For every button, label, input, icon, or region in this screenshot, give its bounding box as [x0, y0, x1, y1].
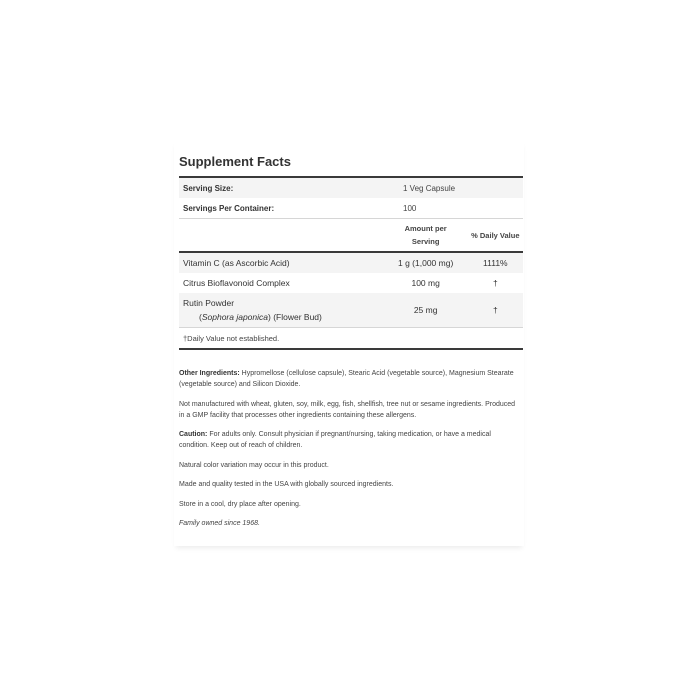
- daily-value-footnote: †Daily Value not established.: [183, 333, 280, 343]
- other-ingredients-text: Hypromellose (cellulose capsule), Stearic Acid (vegetable source), Magnesium Stearate (vegetable source) and Silicon Dioxide.: [179, 370, 514, 388]
- color-variation-note: Natural color variation may occur in this product.: [179, 461, 329, 469]
- storage-note: Store in a cool, dry place after opening.: [179, 500, 301, 508]
- ingredient-daily-value: †: [492, 278, 498, 288]
- servings-per-container-label: Servings Per Container:: [183, 203, 275, 213]
- other-ingredients-note: [179, 368, 519, 390]
- serving-size-row: [179, 178, 523, 198]
- supplement-facts-title: Supplement Facts: [179, 154, 291, 169]
- header-amount-per-serving: [384, 222, 468, 248]
- ingredient-daily-value: 1111%: [483, 258, 508, 268]
- sub-name-botanical: Sophora japonica: [201, 312, 269, 322]
- supplement-facts-table: [179, 176, 523, 350]
- ingredient-name-block: [179, 296, 384, 324]
- other-ingredients-label: Other Ingredients:: [179, 370, 240, 377]
- sub-name-close: ) (Flower Bud): [268, 312, 322, 322]
- servings-per-container-value: 100: [403, 203, 417, 213]
- ingredient-amount: 25 mg: [413, 304, 438, 315]
- allergen-note: Not manufactured with wheat, gluten, soy, milk, egg, fish, shellfish, tree nut or sesame ingredients. Produced in a GMP facility that processes other ingredients containing these allergens.: [179, 400, 516, 419]
- serving-size-value: 1 Veg Capsule: [403, 183, 456, 193]
- bottom-rule: [179, 348, 523, 350]
- ingredient-row: [179, 253, 523, 273]
- family-owned-note: Family owned since 1968.: [179, 520, 260, 527]
- caution-note: [179, 429, 519, 451]
- header-amount-line2: Serving: [411, 237, 440, 246]
- header-daily-value: % Daily Value: [471, 230, 520, 240]
- label-notes: [179, 368, 519, 538]
- made-in-usa-note: Made and quality tested in the USA with globally sourced ingredients.: [179, 481, 394, 488]
- caution-label: Caution:: [179, 431, 208, 438]
- serving-size-label: Serving Size:: [183, 183, 234, 193]
- column-header-row: [179, 219, 523, 251]
- ingredient-name: Vitamin C (as Ascorbic Acid): [183, 258, 290, 268]
- servings-per-container-row: [179, 198, 523, 218]
- ingredient-daily-value: †: [492, 305, 498, 315]
- footnote-row: [179, 328, 523, 348]
- ingredient-name: Citrus Bioflavonoid Complex: [183, 278, 290, 288]
- ingredient-amount: 1 g (1,000 mg): [398, 257, 454, 268]
- ingredient-name: Rutin Powder: [183, 298, 235, 308]
- ingredient-row: [179, 293, 523, 327]
- ingredient-row: [179, 273, 523, 293]
- ingredient-sub-name: [183, 310, 384, 324]
- ingredient-amount: 100 mg: [411, 277, 440, 288]
- caution-text: For adults only. Consult physician if pregnant/nursing, taking medication, or have a medical condition. Keep out of reach of children.: [179, 431, 491, 449]
- header-amount-line1: Amount per: [404, 224, 447, 233]
- sub-name-open: (: [199, 312, 202, 322]
